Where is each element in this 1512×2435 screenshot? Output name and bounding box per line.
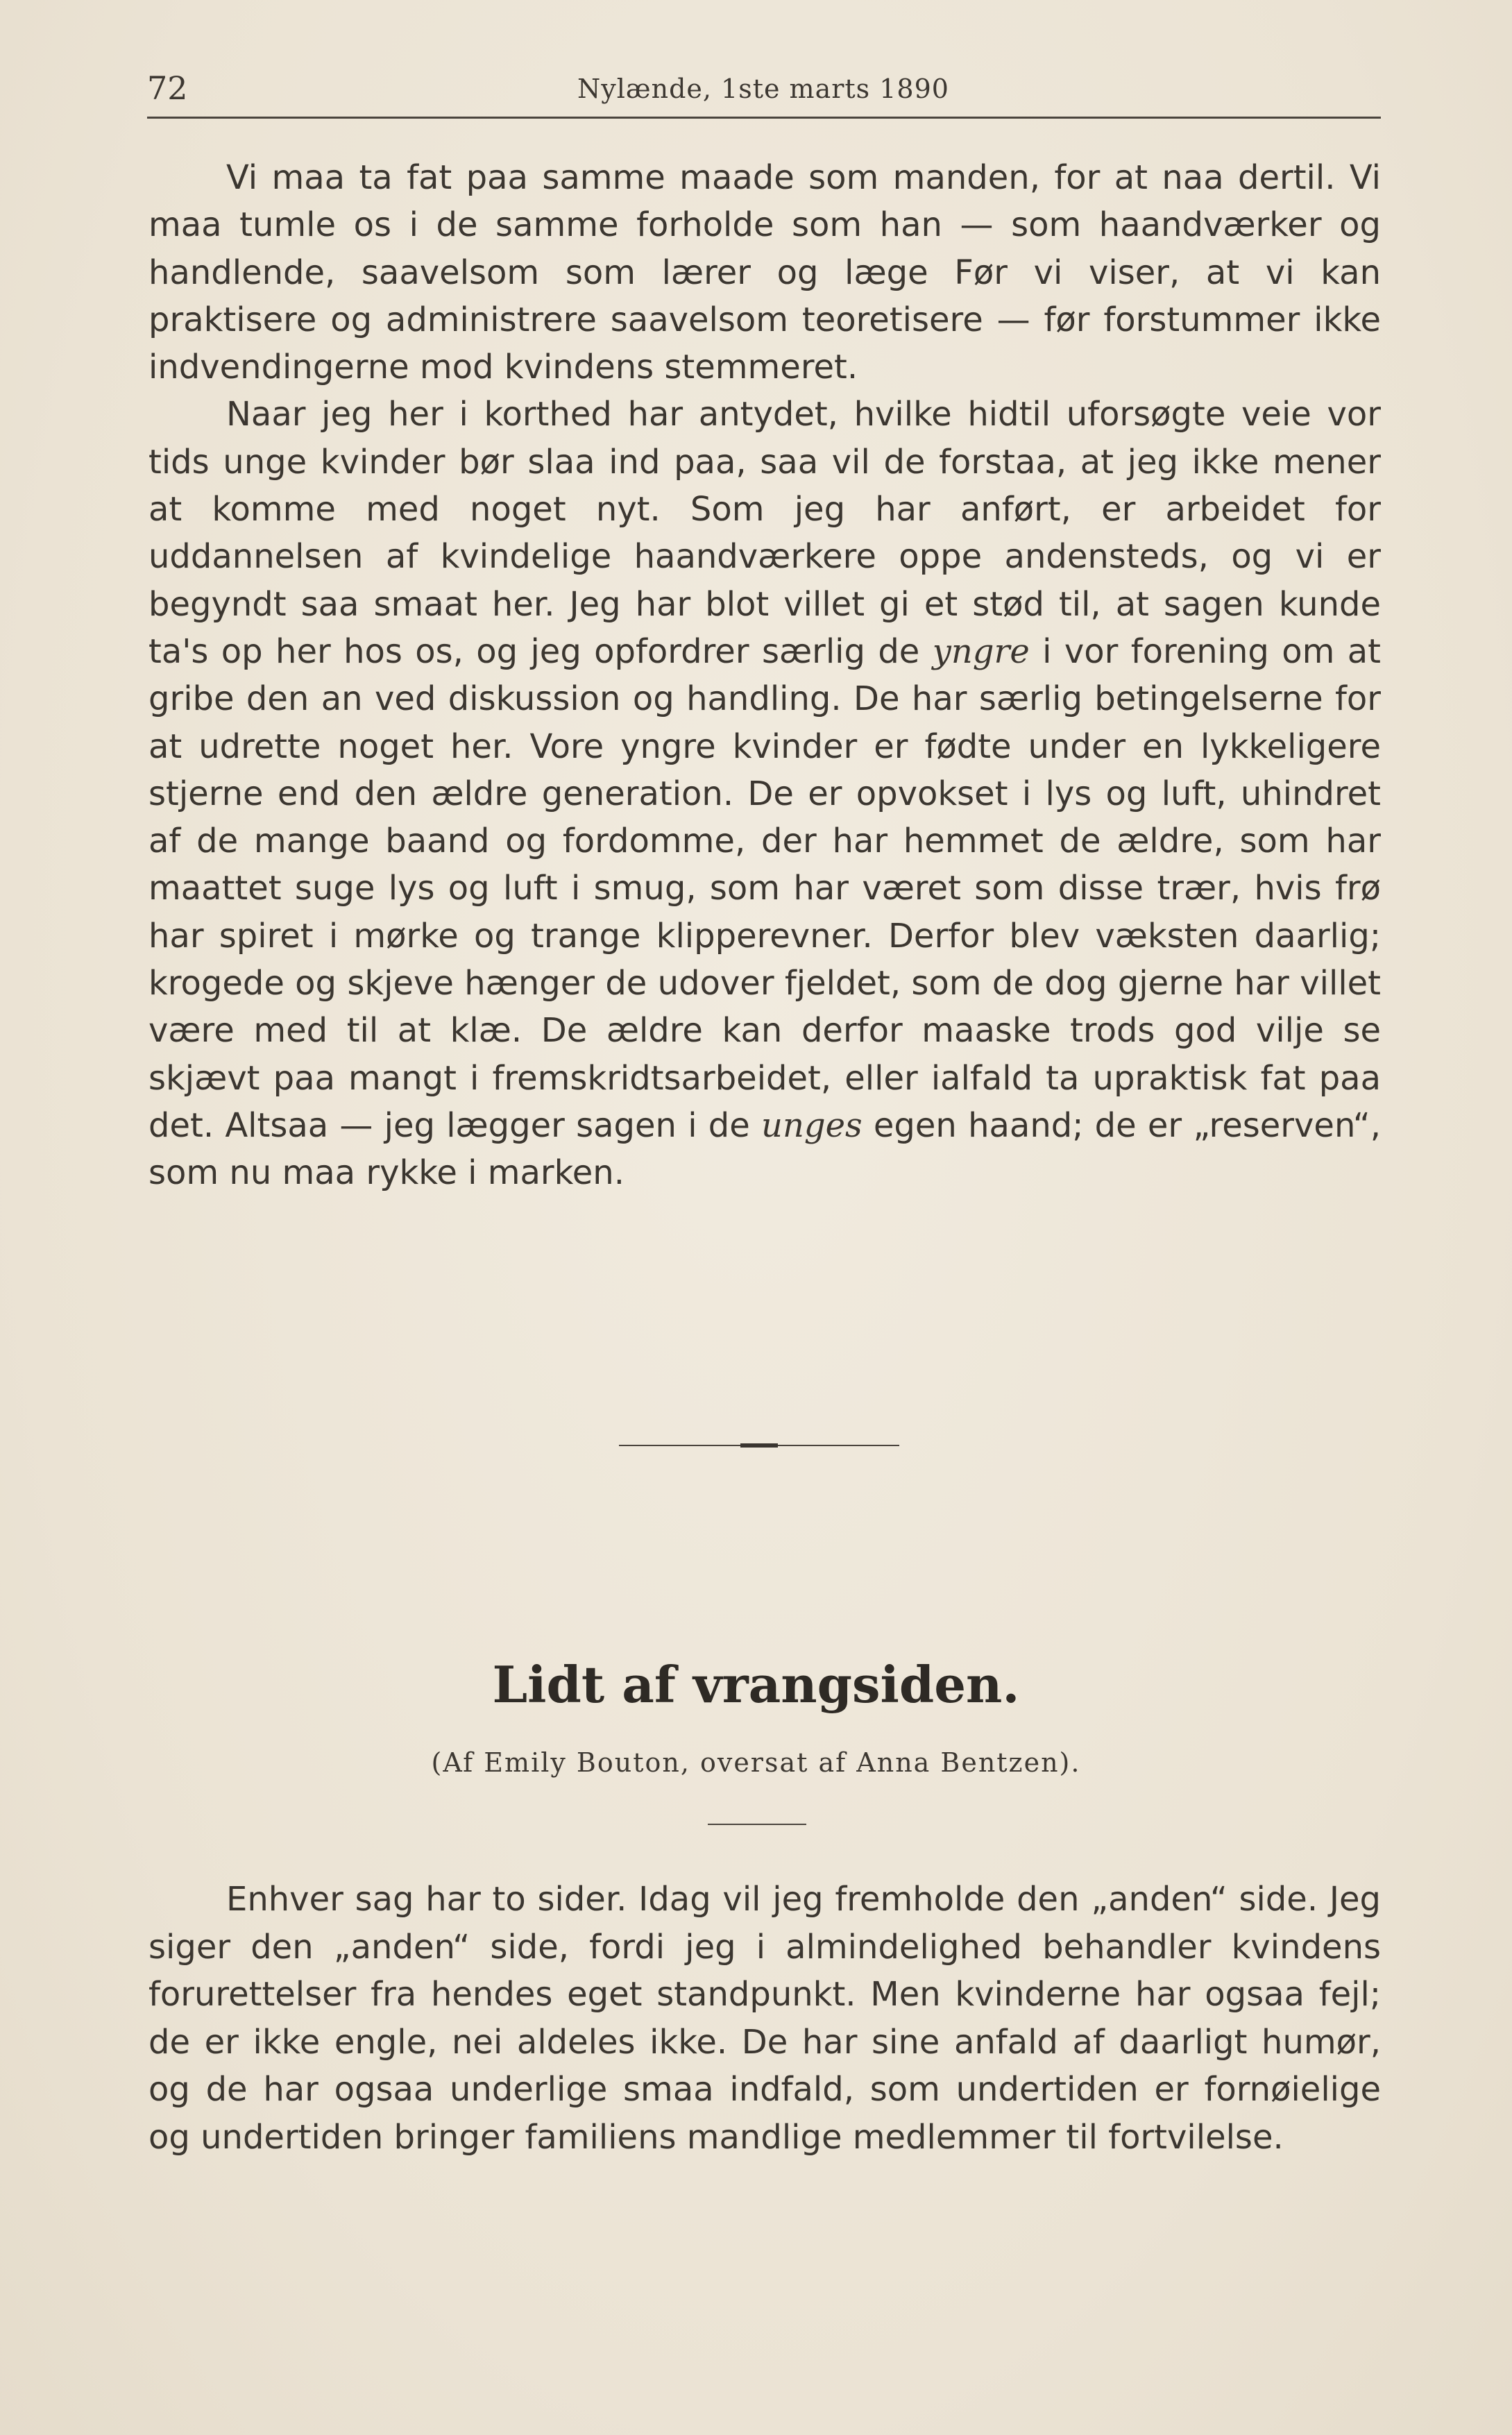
- running-head: [147, 69, 1381, 111]
- article-paragraph-1: Enhver sag har to sider. Idag vil jeg fremholde den „anden“ side. Jeg siger den „anden“ side, fordi jeg i almindelighed behandler kvindens forurettelser fra hendes eget standpunkt. Men kvinderne har ogsaa fejl; de er ikke engle, nei aldeles ikke. De har sine anfald af daarligt humør, og de har ogsaa underlige smaa indfald, som undertiden er fornøielige og undertiden bringer familiens mandlige medlemmer til fortvilelse.: [148, 1880, 1381, 2157]
- header-rule: [147, 117, 1381, 119]
- divider-center-bar: [740, 1443, 778, 1448]
- emphasis-unges: unges: [761, 1105, 863, 1145]
- section-divider-ornament: [619, 1443, 899, 1448]
- journal-title-date: Nylænde, 1ste marts 1890: [577, 74, 949, 104]
- divider-line-right: [778, 1445, 899, 1446]
- article-title: Lidt af vrangsiden.: [492, 1655, 1020, 1714]
- article-byline: (Af Emily Bouton, oversat af Anna Bentzen).: [431, 1747, 1081, 1778]
- page-number: 72: [147, 69, 188, 107]
- paragraph-1-text: Vi maa ta fat paa samme maade som manden, for at naa dertil. Vi maa tumle os i de samme forholde som han — som haandværker og handlende, saavelsom som lærer og læge Før vi viser, at vi kan praktisere og administrere saavelsom teoretisere — før forstummer ikke indvendingerne mod kvindens stemmeret.: [148, 158, 1381, 387]
- paragraph-2-text-c: egen haand; de er „reserven“, som nu maa rykke i marken.: [148, 1105, 1381, 1193]
- paragraph-1: [148, 154, 1381, 391]
- divider-line-left: [619, 1445, 740, 1446]
- paragraph-2: [148, 391, 1381, 1196]
- new-article-text: [148, 1876, 1381, 2161]
- paragraph-2-text-b: i vor forening om at gribe den an ved diskussion og handling. De har særlig betingelserne for at udrette noget her. Vore yngre kvinder er fødte under en lykkeligere stjerne end den ældre generation. De er opvokset i lys og luft, uhindret af de mange baand og fordomme, der har hemmet de ældre, som har maattet suge lys og luft i smug, som har været som disse trær, hvis frø har spiret i mørke og trange klipperevner. Derfor blev væksten daarlig; krogede og skjeve hænger de udover fjeldet, som de dog gjerne har villet være med til at klæ. De ældre kan derfor maaske trods god vilje se skjævt paa mangt i fremskridtsarbeidet, eller ialfald ta upraktisk fat paa det. Altsaa — jeg lægger sagen i de: [148, 631, 1381, 1145]
- emphasis-yngre: yngre: [932, 631, 1030, 671]
- paragraph-2-text-a: Naar jeg her i korthed har antydet, hvilke hidtil uforsøgte veie vor tids unge kvinder bør slaa ind paa, saa vil de forstaa, at jeg ikke mener at komme med noget nyt. Som jeg har anført, er arbeidet for uddannelsen af kvindelige haandværkere oppe andensteds, og vi er begyndt saa smaat her. Jeg har blot villet gi et stød til, at sagen kunde ta's op her hos os, og jeg opfordrer særlig de: [148, 395, 1381, 671]
- byline-rule: [708, 1824, 806, 1825]
- continued-article-text: [148, 154, 1381, 1197]
